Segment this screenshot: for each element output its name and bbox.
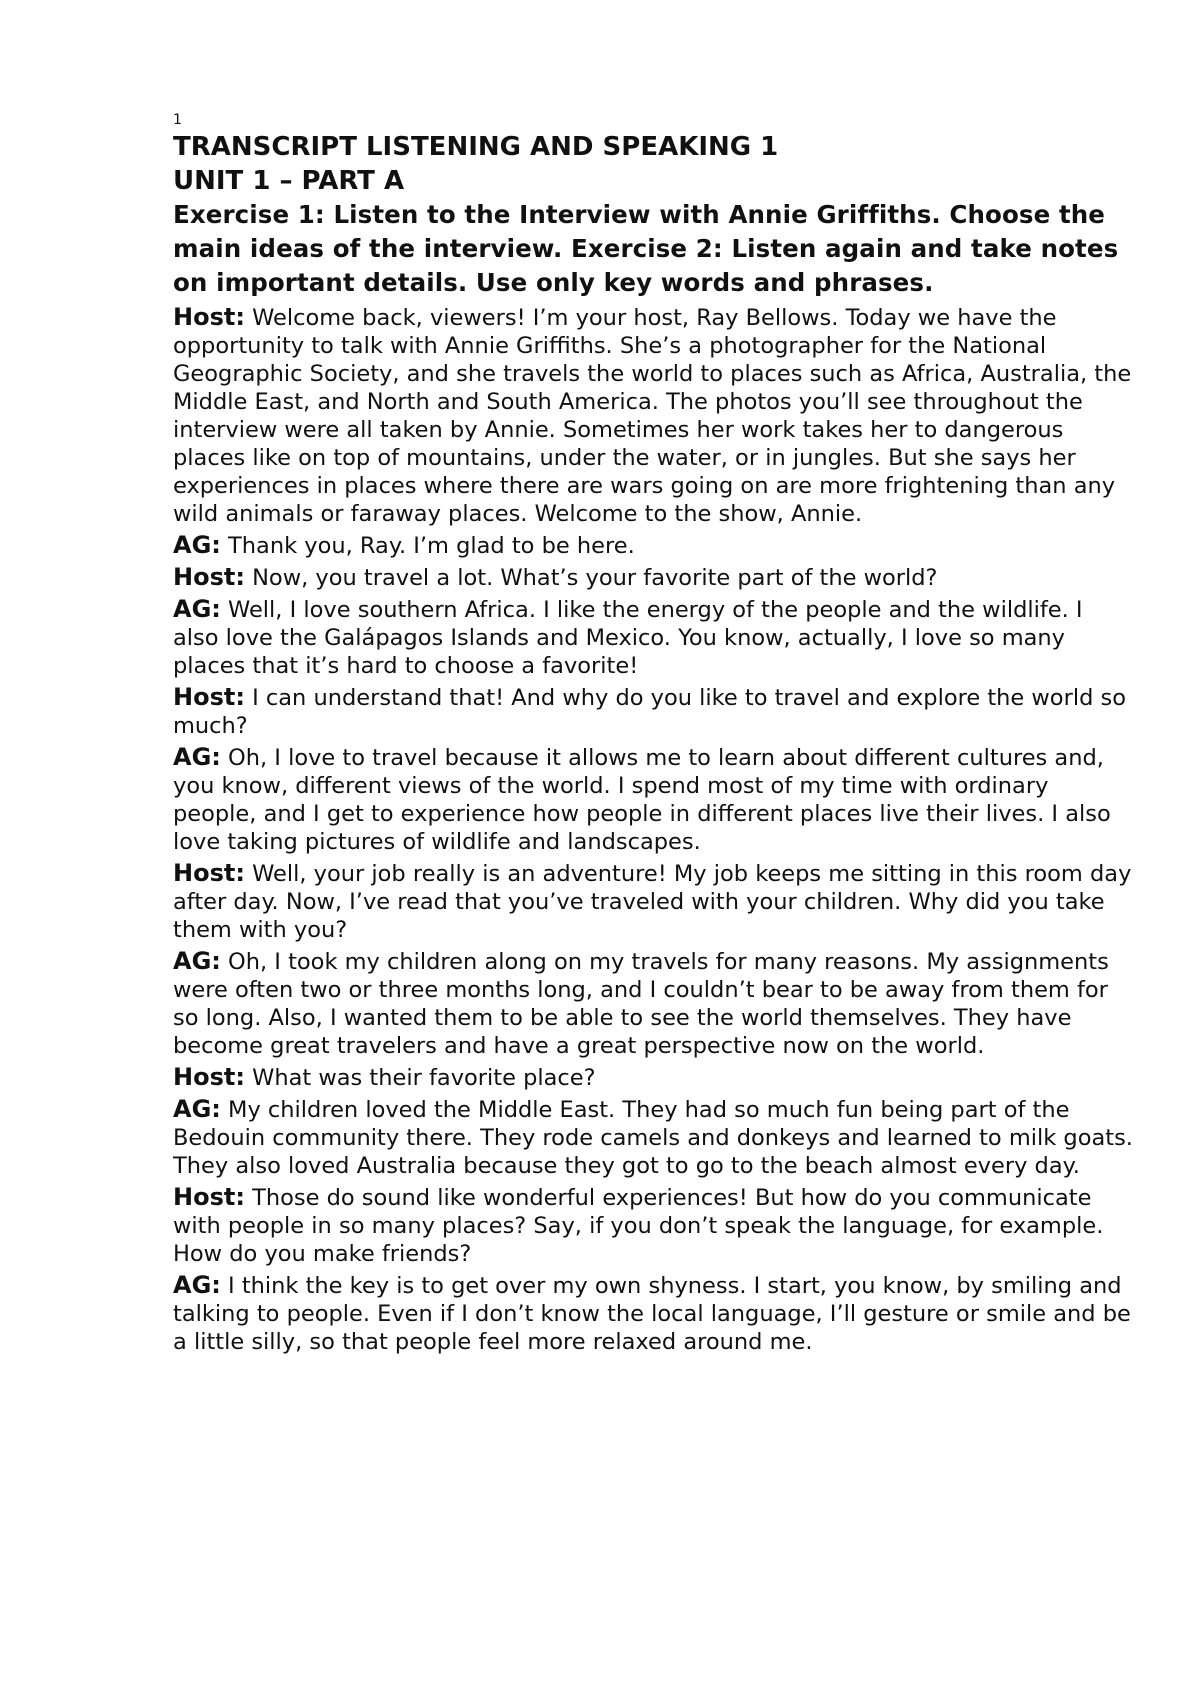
document-title: TRANSCRIPT LISTENING AND SPEAKING 1 — [173, 132, 779, 162]
speaker-label: AG: — [173, 947, 221, 975]
speaker-label: Host: — [173, 683, 245, 711]
turn-text: I think the key is to get over my own shyness. I start, you know, by smiling and talking to people. Even if I don’t know the local language, I’ll gesture or smile and be a little silly, so that people feel more relaxed around me. — [173, 1273, 1131, 1355]
dialogue-turn — [173, 683, 1133, 740]
dialogue-turn — [173, 743, 1133, 856]
dialogue-turn — [173, 1063, 1133, 1092]
speaker-label: Host: — [173, 303, 245, 331]
turn-text: Welcome back, viewers! I’m your host, Ray Bellows. Today we have the opportunity to talk with Annie Griffiths. She’s a photographer for the National Geographic Society, and she travels the world to places such as Africa, Australia, the Middle East, and North and South America. The photos you’ll see throughout the interview were all taken by Annie. Sometimes her work takes her to dangerous places like on top of mountains, under the water, or in jungles. But she says her experiences in places where there are wars going on are more frightening than any wild animals or faraway places. Welcome to the show, Annie. — [173, 305, 1132, 527]
speaker-label: AG: — [173, 531, 221, 559]
turn-text: Well, your job really is an adventure! My job keeps me sitting in this room day after day. Now, I’ve read that you’ve traveled with your children. Why did you take them with you? — [173, 861, 1132, 943]
turn-text: Thank you, Ray. I’m glad to be here. — [228, 533, 635, 559]
turn-text: What was their favorite place? — [252, 1065, 596, 1091]
turn-text: Oh, I took my children along on my travels for many reasons. My assignments were often two or three months long, and I couldn’t bear to be away from them for so long. Also, I wanted them to be able to see the world themselves. They have become great travelers and have a great perspective now on the world. — [173, 949, 1109, 1059]
speaker-label: AG: — [173, 743, 221, 771]
page-number: 1 — [173, 112, 182, 128]
speaker-label: Host: — [173, 563, 245, 591]
dialogue-turn — [173, 859, 1133, 944]
speaker-label: Host: — [173, 859, 245, 887]
speaker-label: AG: — [173, 595, 221, 623]
speaker-label: Host: — [173, 1063, 245, 1091]
dialogue-turn — [173, 563, 1133, 592]
dialogue-turn — [173, 303, 1133, 528]
turn-text: My children loved the Middle East. They had so much fun being part of the Bedouin community there. They rode camels and donkeys and learned to milk goats. They also loved Australia because they got to go to the beach almost every day. — [173, 1097, 1133, 1179]
dialogue-turn — [173, 1271, 1133, 1356]
speaker-label: AG: — [173, 1095, 221, 1123]
dialogue-turn — [173, 531, 1133, 560]
dialogue-turn — [173, 1095, 1133, 1180]
speaker-label: Host: — [173, 1183, 245, 1211]
unit-title: UNIT 1 – PART A — [173, 166, 405, 196]
speaker-label: AG: — [173, 1271, 221, 1299]
dialogue-turn — [173, 1183, 1133, 1268]
exercise-instructions: Exercise 1: Listen to the Interview with Annie Griffiths. Choose the main ideas of the interview. Exercise 2: Listen again and take notes on important details. Use only key words and phrases. — [173, 200, 1119, 297]
turn-text: Now, you travel a lot. What’s your favorite part of the world? — [252, 565, 938, 591]
turn-text: I can understand that! And why do you like to travel and explore the world so much? — [173, 685, 1127, 739]
turn-text: Well, I love southern Africa. I like the energy of the people and the wildlife. I also love the Galápagos Islands and Mexico. You know, actually, I love so many places that it’s hard to choose a favorite! — [173, 597, 1083, 679]
transcript-dialogue — [173, 303, 1133, 1356]
document-page — [173, 112, 1133, 1356]
dialogue-turn — [173, 595, 1133, 680]
turn-text: Oh, I love to travel because it allows me to learn about different cultures and, you know, different views of the world. I spend most of my time with ordinary people, and I get to experience how people in different places live their lives. I also love taking pictures of wildlife and landscapes. — [173, 745, 1111, 855]
turn-text: Those do sound like wonderful experiences! But how do you communicate with people in so many places? Say, if you don’t speak the language, for example. How do you make friends? — [173, 1185, 1104, 1267]
dialogue-turn — [173, 947, 1133, 1060]
